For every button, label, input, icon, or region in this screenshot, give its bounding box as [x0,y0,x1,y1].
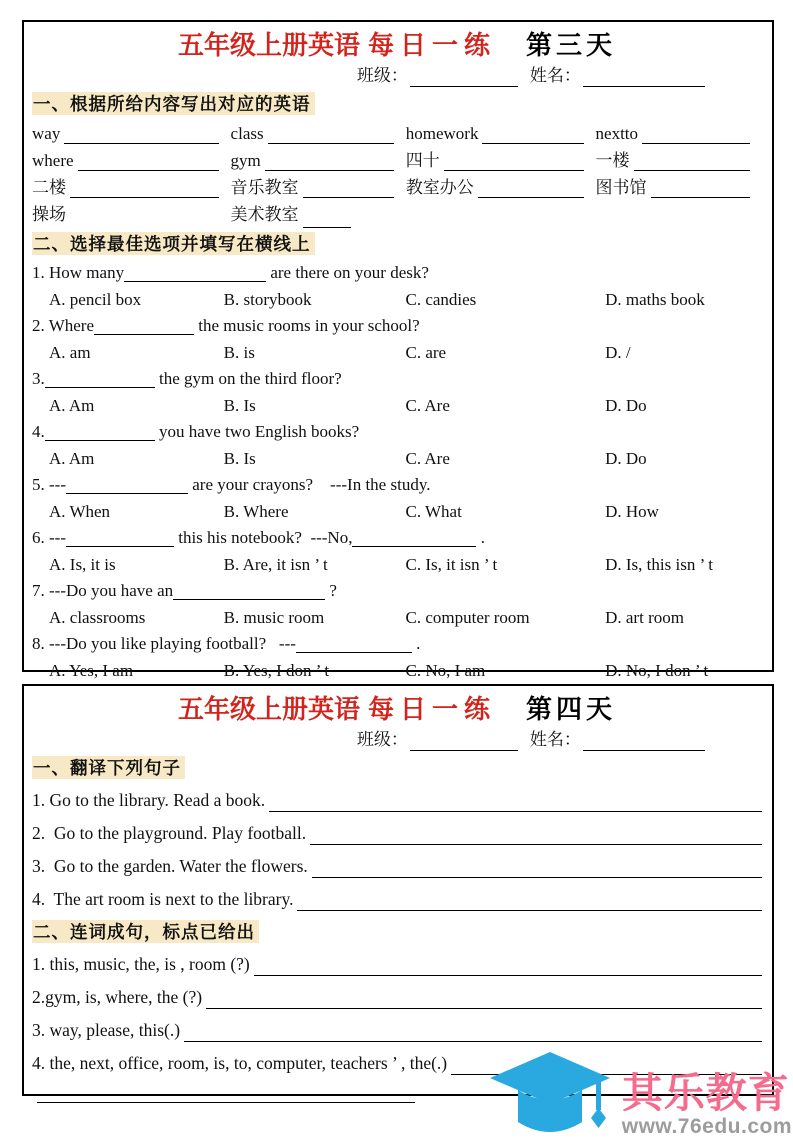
translate-item-4 [32,883,762,916]
option-a: A. Is, it is [49,554,116,574]
section-1-title: 一、根据所给内容写出对应的英语 [32,92,315,115]
answer-blank-continuation [37,1080,415,1103]
stem-text: 3. [32,369,45,388]
option-a: A. pencil box [49,289,142,309]
options-row [32,340,762,367]
stem-text: the gym on the third floor? [154,369,342,388]
answer-blank [352,531,476,547]
option-b: B. Is [223,448,256,468]
title-day: 第四天 [526,695,617,724]
option-d: D. No, I don ’ t [605,660,709,680]
option-c: C. Are [405,395,450,415]
stem-text: this his notebook? ---No, [173,528,353,547]
vocab-item-empty [406,201,596,228]
stem-text: 6. --- [32,528,66,547]
vocab-label: 四十 [405,151,440,170]
section-1-title: 一、翻译下列句子 [32,756,185,779]
question-1 [32,260,762,313]
vocab-label: 美术教室 [230,205,299,224]
answer-blank [310,819,762,845]
rearrange-item-1 [32,948,762,981]
section-2-header [32,920,762,945]
worksheet-page [0,20,793,1142]
section-2-title: 二、连词成句，标点已给出 [32,920,259,943]
question-stem [32,578,762,605]
graduation-cap-icon [490,1050,618,1146]
item-text: 3. Go to the garden. Water the flowers. [32,856,308,876]
rearrange-item-3 [32,1014,762,1047]
option-d: D. Do [605,395,647,415]
vocab-item [596,174,762,201]
vocab-item [406,174,596,201]
vocab-item [231,147,406,174]
vocab-item [32,120,231,147]
vocab-grid [32,120,762,228]
answer-blank [642,120,750,144]
option-c: C. Is, it isn ’ t [405,554,498,574]
stem-text: 2. Where [32,316,94,335]
question-2 [32,313,762,366]
item-text: 2.gym, is, where, the (?) [32,987,203,1007]
question-stem [32,366,762,393]
answer-blank [70,174,219,198]
answer-blank [64,120,218,144]
answer-blank [303,174,394,198]
vocab-item [596,147,762,174]
stem-text: 7. ---Do you have an [32,581,174,600]
option-d: D. Is, this isn ’ t [605,554,713,574]
stem-text: are there on your desk? [266,263,429,282]
stem-text: ? [325,581,337,600]
question-6 [32,525,762,578]
vocab-label: nextto [595,124,639,143]
rearrange-item-2 [32,981,762,1014]
vocab-label: homework [405,124,479,143]
name-blank [583,732,705,751]
question-stem [32,472,762,499]
option-a: A. classrooms [49,607,146,627]
option-a: A. Yes, I am [49,660,134,680]
worksheet-day4 [22,684,774,1096]
question-stem [32,419,762,446]
question-stem [32,631,762,658]
answer-blank [94,319,194,335]
vocab-label: way [32,124,61,143]
translate-item-3 [32,850,762,883]
name-label: 姓名： [529,66,581,85]
translate-item-1 [32,784,762,817]
answer-blank [66,531,174,547]
answer-blank [254,950,762,976]
item-text: 4. The art room is next to the library. [32,889,294,909]
option-a: A. When [49,501,111,521]
vocab-item [32,147,231,174]
title-day: 第三天 [526,31,617,60]
answer-blank [265,147,394,171]
vocab-label: 一楼 [595,151,630,170]
question-7 [32,578,762,631]
title-main: 五年级上册英语 [177,695,360,724]
item-text: 3. way, please, this(.) [32,1020,181,1040]
vocab-item [406,147,596,174]
option-d: D. How [605,501,659,521]
option-b: B. storybook [223,289,312,309]
vocab-label: 音乐教室 [230,178,299,197]
vocab-label: 图书馆 [595,178,647,197]
option-d: D. Do [605,448,647,468]
stem-text: . [411,634,421,653]
watermark-text [622,1072,792,1140]
vocab-item [231,174,406,201]
class-name-row [32,64,762,88]
answer-blank [184,1016,762,1042]
vocab-label: where [32,151,74,170]
vocab-item [596,120,762,147]
option-c: C. candies [405,289,477,309]
option-b: B. Where [223,501,289,521]
stem-text: the music rooms in your school? [194,316,420,335]
class-name-row [32,728,762,752]
class-blank [410,68,518,87]
option-c: C. What [405,501,462,521]
vocab-label: 操场 [32,205,66,224]
name-label: 姓名： [529,730,581,749]
section-2-title: 二、选择最佳选项并填写在横线上 [32,232,315,255]
title-main: 五年级上册英语 [177,31,360,60]
stem-text: 8. ---Do you like playing football? --- [32,634,296,653]
name-blank [583,68,705,87]
stem-text: 5. --- [32,475,66,494]
answer-blank [66,478,188,494]
option-d: D. / [605,342,631,362]
option-c: C. No, I am [405,660,486,680]
option-b: B. is [223,342,255,362]
worksheet-title-day4 [32,692,762,728]
watermark-url: www.76edu.com [621,1115,792,1138]
option-b: B. music room [223,607,325,627]
class-label: 班级： [356,730,408,749]
option-a: A. am [49,342,91,362]
answer-blank [268,120,394,144]
worksheet-title-day3 [32,28,762,64]
option-d: D. maths book [605,289,705,309]
title-sub: 每日一练 [367,695,496,724]
answer-blank [78,147,219,171]
vocab-item [231,201,406,228]
watermark [490,1050,792,1140]
options-row [32,287,762,314]
option-a: A. Am [49,395,95,415]
options-row [32,393,762,420]
answer-blank [45,425,155,441]
question-stem [32,260,762,287]
vocab-label: class [230,124,264,143]
options-row [32,552,762,579]
title-sub: 每日一练 [367,31,496,60]
class-blank [410,732,518,751]
option-c: C. Are [405,448,450,468]
section-1-header [32,756,762,781]
options-row [32,658,762,685]
stem-text: 1. How many [32,263,125,282]
vocab-item [231,120,406,147]
question-8 [32,631,762,684]
vocab-item-empty [596,201,762,228]
section-1-header [32,92,762,117]
worksheet-day3 [22,20,774,680]
question-4 [32,419,762,472]
stem-text: 4. [32,422,45,441]
options-row [32,499,762,526]
answer-blank [269,786,762,812]
answer-blank [124,266,266,282]
item-text: 1. Go to the library. Read a book. [32,790,266,810]
translate-item-2 [32,817,762,850]
option-b: B. Is [223,395,256,415]
vocab-label: 二楼 [32,178,66,197]
answer-blank [634,147,750,171]
vocab-item [406,120,596,147]
answer-blank [303,201,351,228]
option-b: B. Are, it isn ’ t [223,554,328,574]
question-3 [32,366,762,419]
item-text: 2. Go to the playground. Play football. [32,823,307,843]
options-row [32,446,762,473]
answer-blank [45,372,155,388]
question-stem [32,313,762,340]
answer-blank [297,885,762,911]
option-d: D. art room [605,607,684,627]
stem-text: are your crayons? ---In the study. [187,475,431,494]
option-b: B. Yes, I don ’ t [223,660,330,680]
option-c: C. computer room [405,607,530,627]
vocab-label: gym [230,151,261,170]
vocab-item [32,201,231,228]
section-2-header [32,232,762,257]
option-c: C. are [405,342,447,362]
question-stem [32,525,762,552]
answer-blank [312,852,762,878]
answer-blank [482,120,583,144]
answer-blank [651,174,750,198]
stem-text: . [476,528,485,547]
answer-blank [296,637,412,653]
answer-blank [206,983,762,1009]
question-5 [32,472,762,525]
options-row [32,605,762,632]
watermark-brand: 其乐教育 [621,1070,790,1116]
answer-blank [444,147,584,171]
class-label: 班级： [356,66,408,85]
vocab-item [32,174,231,201]
item-text: 1. this, music, the, is , room (?) [32,954,250,974]
answer-blank [478,174,584,198]
option-a: A. Am [49,448,95,468]
answer-blank [173,584,325,600]
item-text: 4. the, next, office, room, is, to, computer, teachers ’ , the(.) [32,1053,448,1073]
vocab-label: 教室办公 [405,178,474,197]
stem-text: you have two English books? [154,422,360,441]
